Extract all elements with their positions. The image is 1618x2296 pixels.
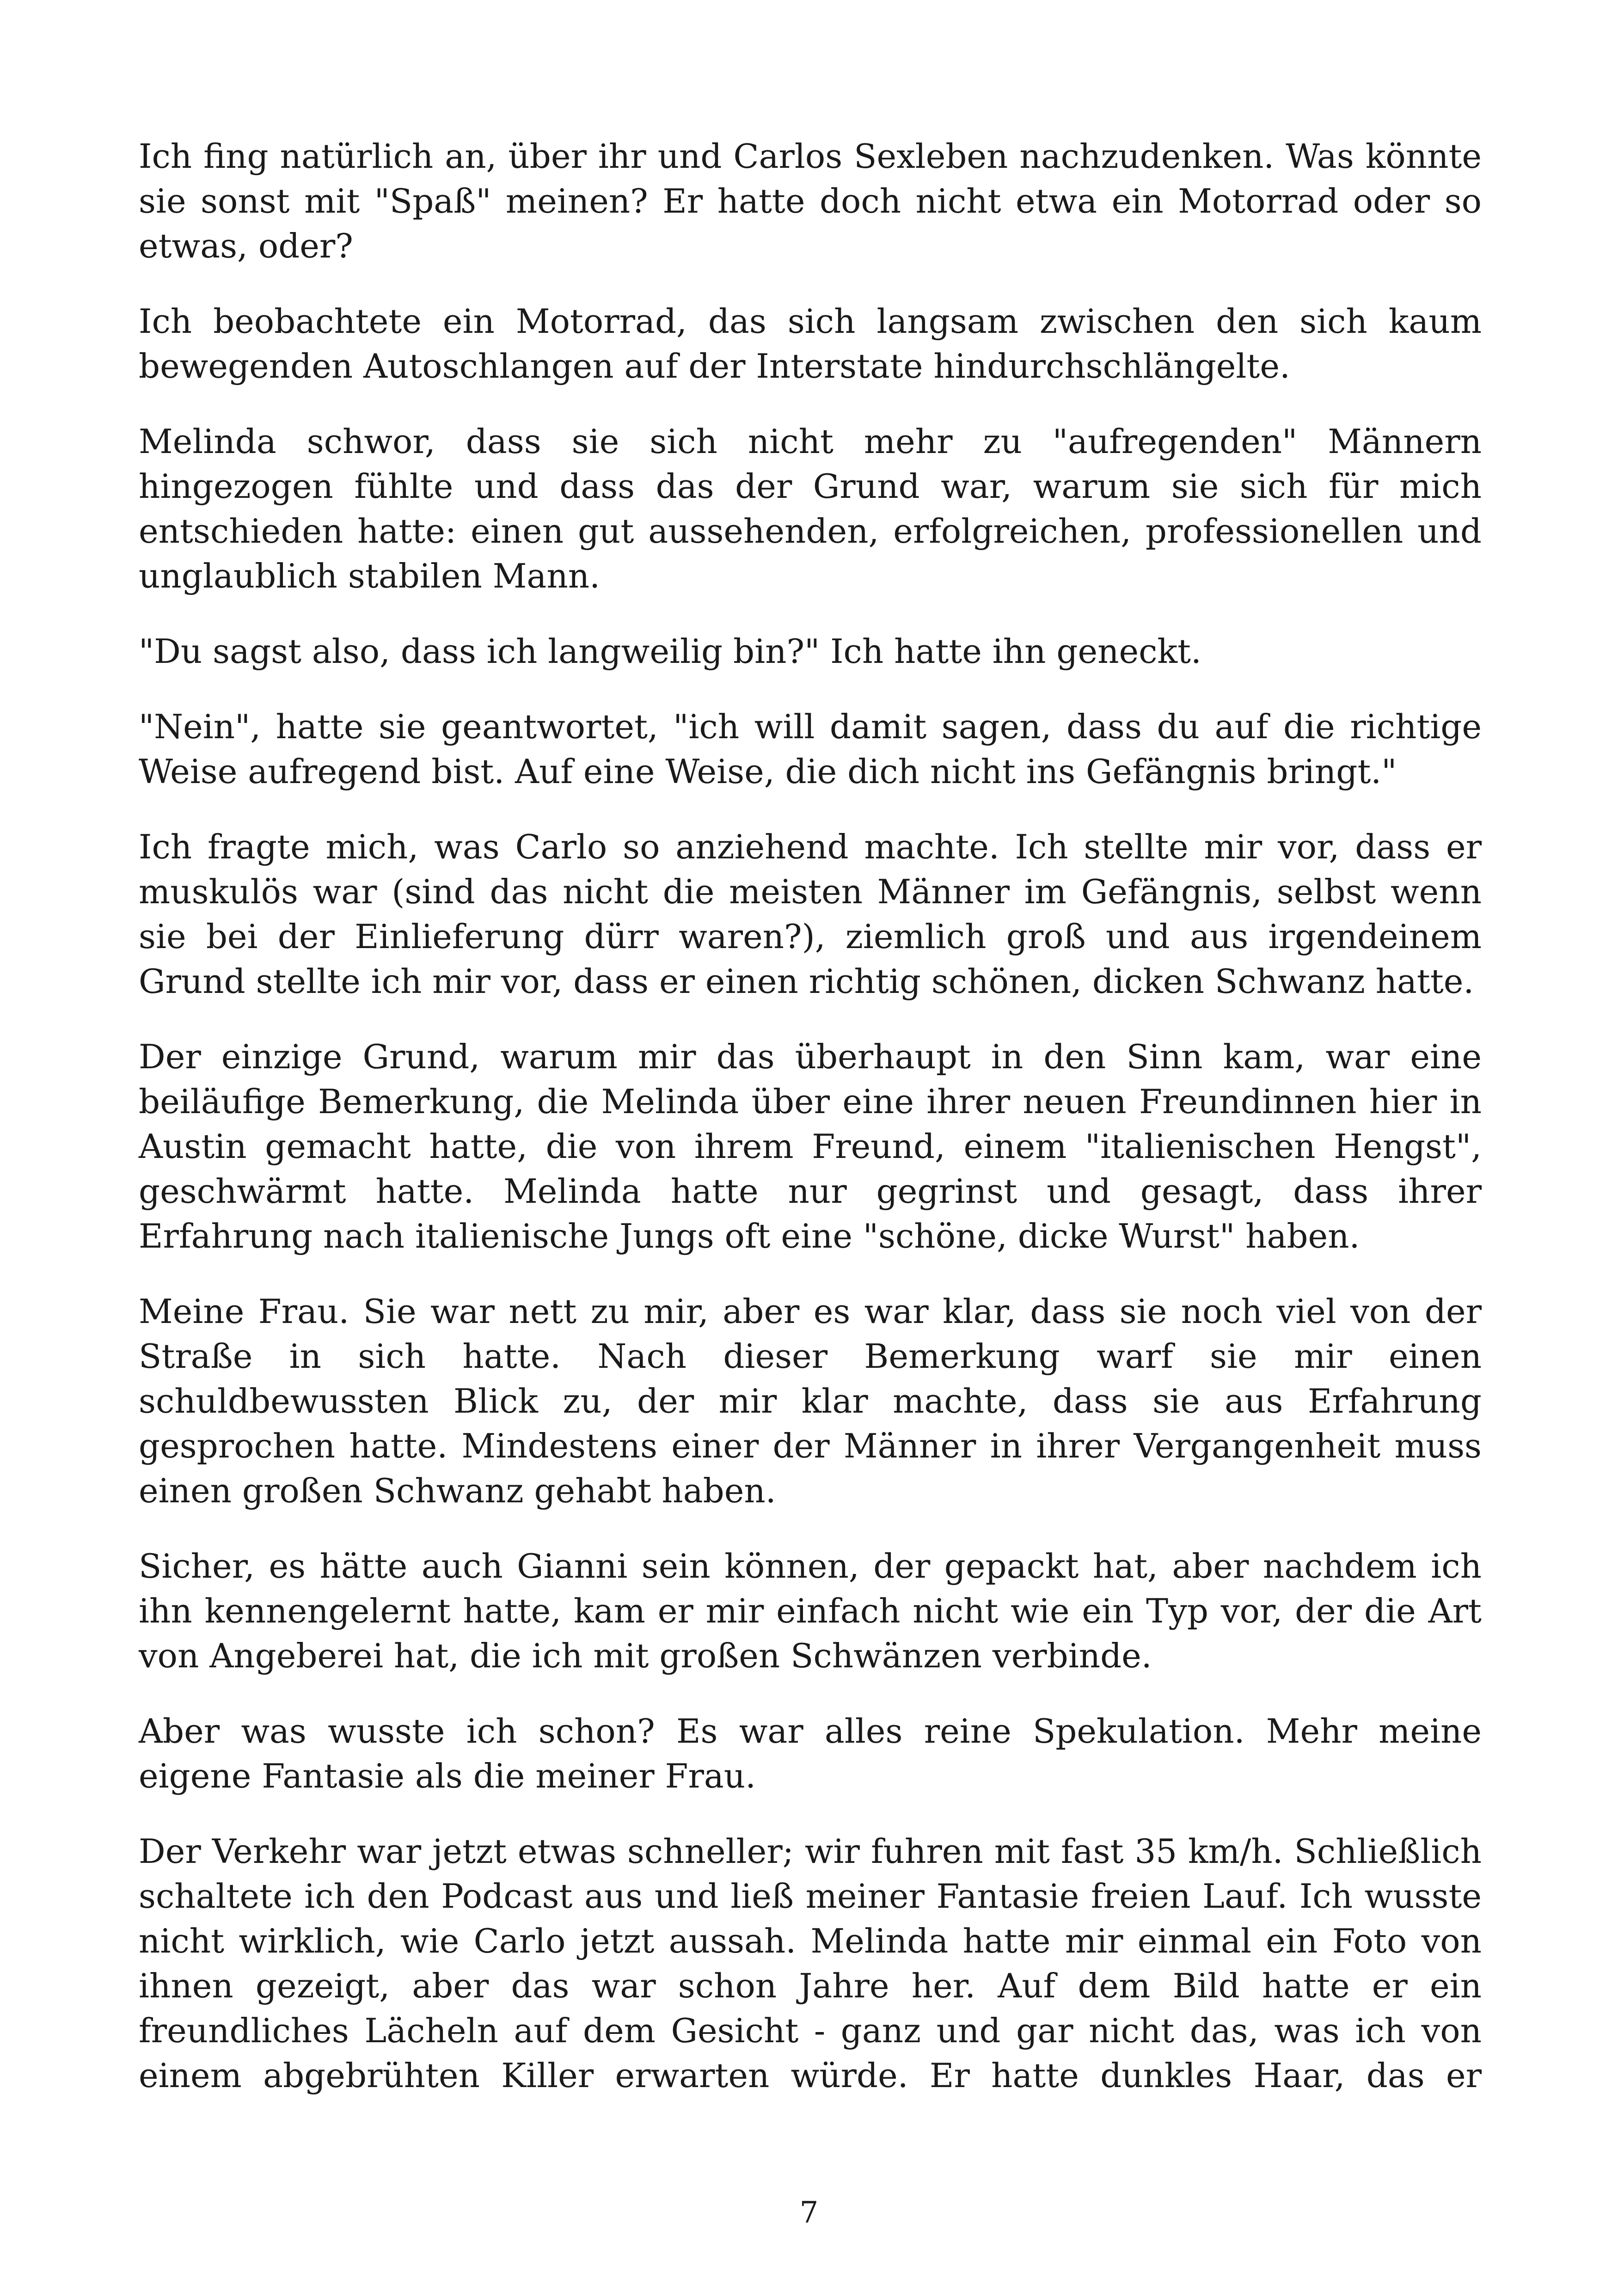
paragraph: Ich fing natürlich an, über ihr und Carlos Sexleben nachzudenken. Was könnte sie sonst mit "Spaß" meinen? Er hatte doch nicht etwa ein Motorrad oder so etwas, oder? [139,137,1482,265]
paragraph: "Nein", hatte sie geantwortet, "ich will damit sagen, dass du auf die richtige Weise aufregend bist. Auf eine Weise, die dich nicht ins Gefängnis bringt." [139,707,1482,791]
page-number: 7 [799,2196,819,2230]
paragraph: Sicher, es hätte auch Gianni sein können, der gepackt hat, aber nachdem ich ihn kennengelernt hatte, kam er mir einfach nicht wie ein Typ vor, der die Art von Angeberei hat, die ich mit großen Schwänzen verbinde. [139,1547,1482,1675]
paragraph: Melinda schwor, dass sie sich nicht mehr zu "aufregenden" Männern hingezogen fühlte und dass das der Grund war, warum sie sich für mich entschieden hatte: einen gut aussehenden, erfolgreichen, professionellen und unglaublich stabilen Mann. [139,422,1482,595]
body-text [139,134,1482,2098]
paragraph: Meine Frau. Sie war nett zu mir, aber es war klar, dass sie noch viel von der Straße in sich hatte. Nach dieser Bemerkung warf sie mir einen schuldbewussten Blick zu, der mir klar machte, dass sie aus Erfahrung gesprochen hatte. Mindestens einer der Männer in ihrer Vergangenheit muss einen großen Schwanz gehabt haben. [139,1292,1482,1510]
paragraph: Ich fragte mich, was Carlo so anziehend machte. Ich stellte mir vor, dass er muskulös war (sind das nicht die meisten Männer im Gefängnis, selbst wenn sie bei der Einlieferung dürr waren?), ziemlich groß und aus irgendeinem Grund stellte ich mir vor, dass er einen richtig schönen, dicken Schwanz hatte. [139,827,1482,1001]
paragraph: Aber was wusste ich schon? Es war alles reine Spekulation. Mehr meine eigene Fantasie als die meiner Frau. [139,1712,1482,1795]
paragraph: "Du sagst also, dass ich langweilig bin?" Ich hatte ihn geneckt. [139,632,1201,671]
paragraph: Ich beobachtete ein Motorrad, das sich langsam zwischen den sich kaum bewegenden Autoschlangen auf der Interstate hindurchschlängelte. [139,302,1482,386]
paragraph: Der einzige Grund, warum mir das überhaupt in den Sinn kam, war eine beiläufige Bemerkung, die Melinda über eine ihrer neuen Freundinnen hier in Austin gemacht hatte, die von ihrem Freund, einem "italienischen Hengst", geschwärmt hatte. Melinda hatte nur gegrinst und gesagt, dass ihrer Erfahrung nach italienische Jungs oft eine "schöne, dicke Wurst" haben. [139,1037,1482,1255]
paragraph: Der Verkehr war jetzt etwas schneller; wir fuhren mit fast 35 km/h. Schließlich schaltete ich den Podcast aus und ließ meiner Fantasie freien Lauf. Ich wusste nicht wirklich, wie Carlo jetzt aussah. Melinda hatte mir einmal ein Foto von ihnen gezeigt, aber das war schon Jahre her. Auf dem Bild hatte er ein freundliches Lächeln auf dem Gesicht - ganz und gar nicht das, was ich von einem abgebrühten Killer erwarten würde. Er hatte dunkles Haar, das er [139,1832,1482,2095]
